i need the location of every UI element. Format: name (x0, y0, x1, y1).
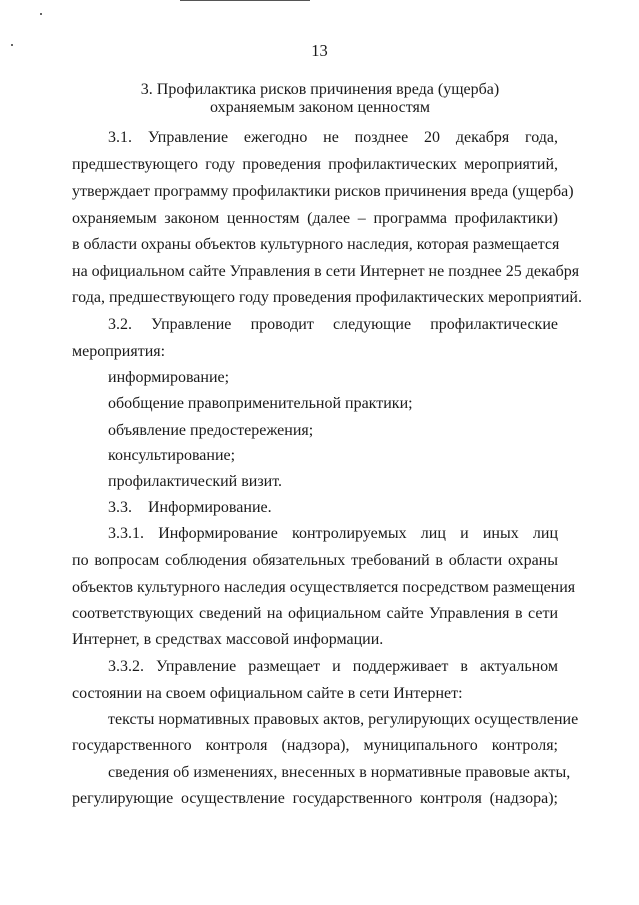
paragraph-3-1-line: года, предшествующего году проведения профилактических мероприятий. (72, 289, 582, 306)
measure-list-item: информирование; (108, 369, 230, 386)
paragraph-3-1-line: предшествующего году проведения профилактических мероприятий, (72, 156, 558, 173)
section-title-line-1: 3. Профилактика рисков причинения вреда (ущерба) (140, 81, 500, 98)
paragraph-3-2-line: 3.2. Управление проводит следующие профилактические (108, 316, 558, 333)
scan-speck (40, 13, 42, 15)
paragraph-3-3-1-line: соответствующих сведений на официальном сайте Управления в сети (72, 605, 558, 622)
paragraph-3-1-line: в области охраны объектов культурного наследия, которая размещается (72, 236, 560, 253)
paragraph-3-3-1-line: 3.3.1. Информирование контролируемых лиц и иных лиц (108, 525, 558, 542)
measure-list-item: консультирование; (108, 447, 236, 464)
section-title (100, 81, 540, 117)
paragraph-3-1-line: утверждает программу профилактики рисков причинения вреда (ущерба) (72, 183, 574, 200)
paragraph-3-3-1-line: по вопросам соблюдения обязательных требований в области охраны (72, 552, 558, 569)
paragraph-changes-line: регулирующие осуществление государственного контроля (надзора); (72, 790, 558, 807)
paragraph-3-1-line: охраняемым законом ценностям (далее – программа профилактики) (72, 210, 558, 227)
paragraph-3-2-line: мероприятия: (72, 343, 166, 360)
measure-list-item: профилактический визит. (108, 473, 283, 490)
paragraph-3-3-2-line: 3.3.2. Управление размещает и поддерживает в актуальном (108, 658, 558, 675)
scan-edge-line (180, 0, 310, 1)
paragraph-3-3-1-line: Интернет, в средствах массовой информации. (72, 631, 384, 648)
page-number: 13 (311, 41, 328, 60)
paragraph-3-1-line: 3.1. Управление ежегодно не позднее 20 декабря года, (108, 129, 558, 146)
paragraph-texts-line: тексты нормативных правовых актов, регулирующих осуществление (108, 711, 579, 728)
section-title-line-2: охраняемым законом ценностям (209, 99, 431, 116)
paragraph-3-3-2-line: состоянии на своем официальном сайте в сети Интернет: (72, 685, 463, 702)
measure-list-item: объявление предостережения; (108, 422, 314, 439)
paragraph-3-3-1-line: объектов культурного наследия осуществляется посредством размещения (72, 579, 576, 596)
paragraph-texts-line: государственного контроля (надзора), муниципального контроля; (72, 737, 558, 754)
paragraph-3-1-line: на официальном сайте Управления в сети Интернет не позднее 25 декабря (72, 263, 580, 280)
measure-list-item: обобщение правоприменительной практики; (108, 395, 413, 412)
heading-3-3: 3.3. Информирование. (108, 499, 272, 516)
paragraph-changes-line: сведения об изменениях, внесенных в нормативные правовые акты, (108, 764, 571, 781)
